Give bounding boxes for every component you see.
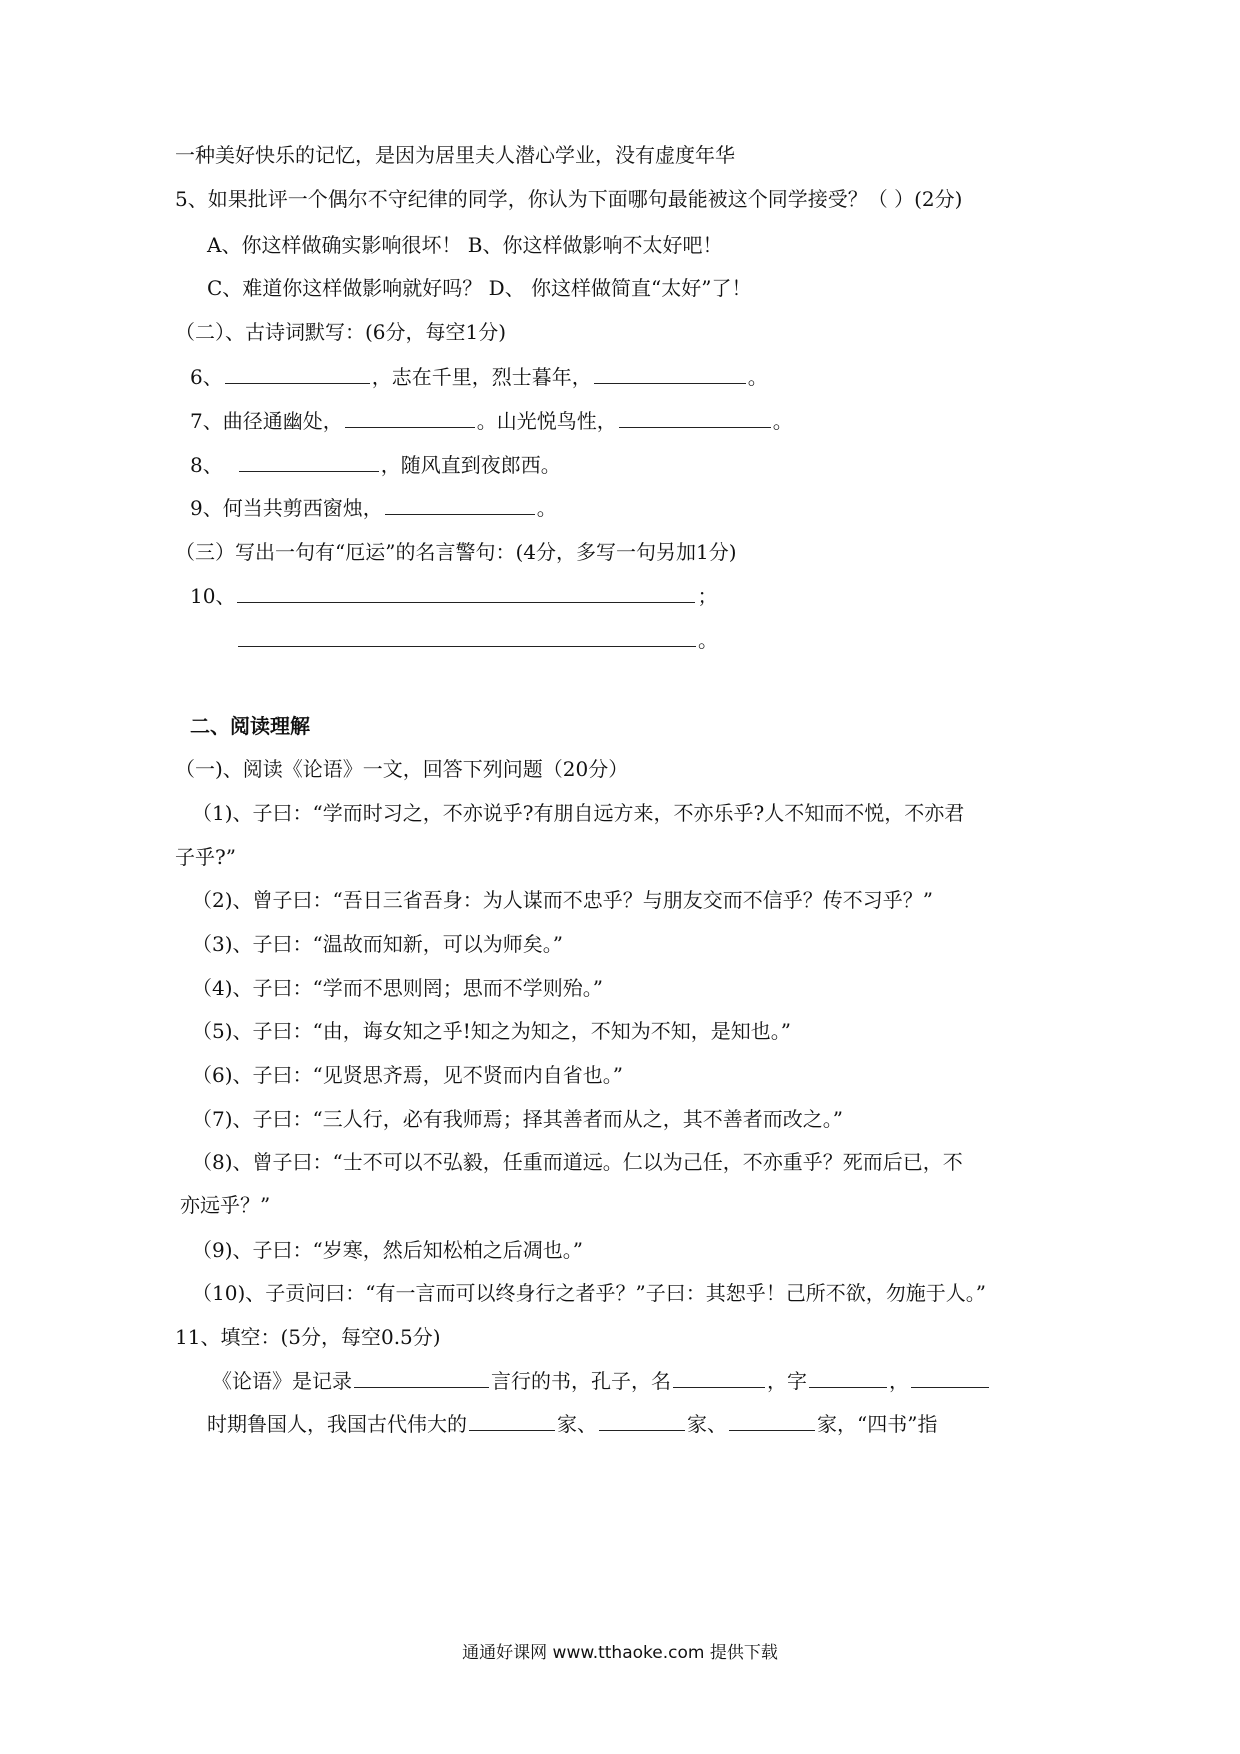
section-poetry-heading: （二）、古诗词默写：(6分，每空1分) xyxy=(175,320,507,344)
question-5-options-cd: C、难道你这样做影响就好吗？ D、 你这样做简直“太好”了！ xyxy=(207,276,752,300)
q8-blank[interactable] xyxy=(239,451,379,472)
lunyu-6: （6)、子曰：“见贤思齐焉，见不贤而内自省也。” xyxy=(192,1063,623,1087)
lunyu-9: （9)、子曰：“岁寒，然后知松柏之后凋也。” xyxy=(192,1238,583,1262)
question-10-line-2 xyxy=(236,626,718,654)
q7-blank-1[interactable] xyxy=(345,407,475,428)
question-5: 5、如果批评一个偶尔不守纪律的同学，你认为下面哪句最能被这个同学接受？（ ）(2分) xyxy=(175,187,963,211)
page-footer: 通通好课网 www.tthaoke.com 提供下载 xyxy=(462,1643,778,1663)
q6-blank-1[interactable] xyxy=(225,363,370,384)
fill-blank-name[interactable] xyxy=(673,1367,765,1388)
fill-1-text-d: ， xyxy=(889,1369,909,1393)
fill-1-text-c: ，字 xyxy=(767,1369,807,1393)
fill-blank-courtesy[interactable] xyxy=(809,1367,887,1388)
q6-blank-2[interactable] xyxy=(594,363,746,384)
q6-number: 6、 xyxy=(190,365,223,389)
fill-blank-role-1[interactable] xyxy=(469,1410,555,1431)
question-6 xyxy=(190,363,768,391)
question-5-options-ab: A、你这样做确实影响很坏！ B、你这样做影响不太好吧！ xyxy=(207,233,723,257)
line-continuation: 一种美好快乐的记忆，是因为居里夫人潜心学业，没有虚度年华 xyxy=(175,143,735,167)
lunyu-2: （2)、曾子曰：“吾日三省吾身：为人谋而不忠乎？与朋友交而不信乎？传不习乎？” xyxy=(192,888,933,912)
fill-2-text-a: 时期鲁国人，我国古代伟大的 xyxy=(207,1412,467,1436)
q8-text: ，随风直到夜郎西。 xyxy=(380,453,561,477)
fill-2-text-b: 家、 xyxy=(557,1412,597,1436)
q6-text: ，志在千里，烈士暮年， xyxy=(371,365,592,389)
q8-number: 8、 xyxy=(190,453,223,477)
lunyu-4: （4)、子曰：“学而不思则罔；思而不学则殆。” xyxy=(192,976,603,1000)
q10-blank-2[interactable] xyxy=(238,626,696,647)
question-8 xyxy=(190,451,561,479)
fill-line-1 xyxy=(212,1367,991,1395)
fill-1-text-a: 《论语》是记录 xyxy=(212,1369,352,1393)
fill-blank-era[interactable] xyxy=(911,1367,989,1388)
lunyu-3: （3)、子曰：“温故而知新，可以为师矣。” xyxy=(192,932,563,956)
fill-2-text-d: 家，“四书”指 xyxy=(817,1412,938,1436)
question-10 xyxy=(190,582,717,610)
section-quote-heading: （三）写出一句有“厄运”的名言警句：(4分，多写一句另加1分) xyxy=(175,540,737,564)
question-11: 11、填空：(5分，每空0.5分) xyxy=(175,1325,441,1349)
fill-1-text-b: 言行的书，孔子，名 xyxy=(491,1369,671,1393)
q10-blank-1[interactable] xyxy=(237,582,695,603)
fill-blank-role-2[interactable] xyxy=(599,1410,685,1431)
fill-line-2 xyxy=(207,1410,937,1438)
reading-instruction: （一)、阅读《论语》一文，回答下列问题（20分） xyxy=(175,757,629,781)
lunyu-8a: （8)、曾子曰：“士不可以不弘毅，任重而道远。仁以为己任，不亦重乎？死而后已，不 xyxy=(192,1150,963,1174)
q10-end: ； xyxy=(697,584,718,608)
lunyu-1b: 子乎?” xyxy=(175,845,236,869)
lunyu-1a: （1)、子曰：“学而时习之，不亦说乎?有朋自远方来，不亦乐乎?人不知而不悦，不亦君 xyxy=(192,801,965,825)
fill-blank-role-3[interactable] xyxy=(729,1410,815,1431)
q7-end: 。 xyxy=(772,409,793,433)
question-9 xyxy=(190,494,557,522)
fill-2-text-c: 家、 xyxy=(687,1412,727,1436)
q10b-end: 。 xyxy=(698,628,718,652)
fill-blank-person[interactable] xyxy=(354,1367,489,1388)
lunyu-10: （10)、子贡问曰：“有一言而可以终身行之者乎？”子曰：其恕乎！己所不欲，勿施于人。” xyxy=(192,1281,986,1305)
q9-text: 9、何当共剪西窗烛， xyxy=(190,496,383,520)
lunyu-7: （7)、子曰：“三人行，必有我师焉；择其善者而从之，其不善者而改之。” xyxy=(192,1107,843,1131)
q7-blank-2[interactable] xyxy=(619,407,771,428)
reading-heading: 二、阅读理解 xyxy=(190,714,310,738)
q9-end: 。 xyxy=(536,496,557,520)
question-7 xyxy=(190,407,793,435)
q7-text-2: 。山光悦鸟性， xyxy=(476,409,617,433)
lunyu-8b: 亦远乎？” xyxy=(180,1193,271,1217)
q7-text-1: 7、曲径通幽处， xyxy=(190,409,343,433)
lunyu-5: （5)、子曰：“由，诲女知之乎!知之为知之，不知为不知，是知也。” xyxy=(192,1019,792,1043)
q6-end: 。 xyxy=(747,365,768,389)
q9-blank[interactable] xyxy=(385,494,535,515)
q10-number: 10、 xyxy=(190,584,236,608)
